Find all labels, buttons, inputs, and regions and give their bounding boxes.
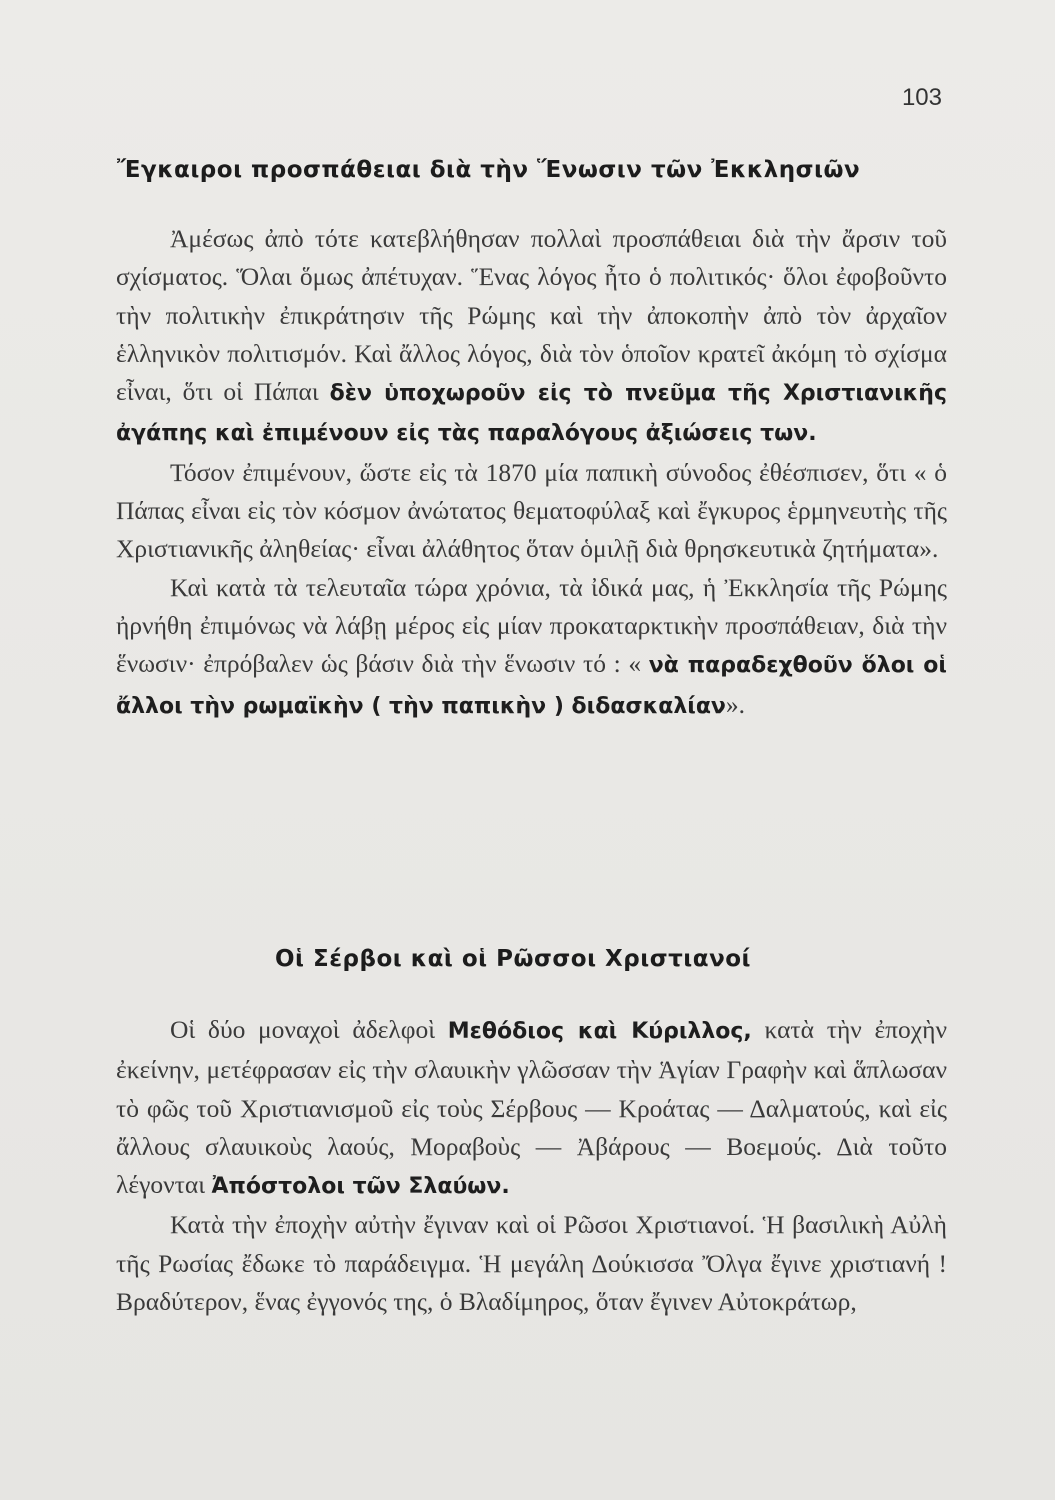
paragraph-text: Καὶ κατὰ τὰ τελευταῖα τώρα χρόνια, τὰ ἰδικά μας, ἡ Ἐκκλησία τῆς Ρώμης ἠρνήθη ἐπιμόνως νὰ λάβῃ μέρος εἰς μίαν προκαταρκτικὴν προσπάθειαν, διὰ τὴν ἕνωσιν· ἐπρόβαλεν ὡς βάσιν διὰ τὴν ἕνωσιν τό : « bbox=[116, 572, 947, 679]
paragraph bbox=[116, 569, 947, 726]
paragraph-text: Οἱ δύο μοναχοὶ ἀδελφοὶ bbox=[170, 1015, 448, 1044]
section-heading-church-union: Ἔγκαιροι προσπάθειαι διὰ τὴν Ἕνωσιν τῶν Ἐκκλησιῶν bbox=[117, 157, 861, 183]
emphasized-text: Μεθόδιος καὶ Κύριλλος, bbox=[447, 1019, 752, 1044]
paragraph: Κατὰ τὴν ἐποχὴν αὐτὴν ἔγιναν καὶ οἱ Ρῶσοι Χριστιανοί. Ἡ βασιλικὴ Αὐλὴ τῆς Ρωσίας ἔδωκε τὸ παράδειγμα. Ἡ μεγάλη Δούκισσα Ὄλγα ἔγινε χριστιανή ! Βραδύτερον, ἕνας ἐγγονός της, ὁ Βλαδίμηρος, ὅταν ἔγινεν Αὐτοκράτωρ, bbox=[116, 1210, 947, 1317]
paragraph bbox=[116, 1011, 947, 1206]
emphasized-text: Ἀπόστολοι τῶν Σλαύων. bbox=[211, 1174, 510, 1200]
paragraph-text: ». bbox=[725, 689, 746, 719]
section-body-serbs-russians bbox=[116, 1011, 947, 1321]
paragraph: Τόσον ἐπιμένουν, ὥστε εἰς τὰ 1870 μία παπικὴ σύνοδος ἐθέσπισεν, ὅτι « ὁ Πάπας εἶναι εἰς τὸν κόσμον ἀνώτατος θεματοφύλαξ καὶ ἔγκυρος ἑρμηνευτὴς τῆς Χριστιανικῆς ἀληθείας· εἶναι ἀλάθητος ὅταν ὁμιλῇ διὰ θρησκευτικὰ ζητήματα». bbox=[116, 457, 947, 564]
emphasized-text: νὰ παραδεχθοῦν ὅλοι οἱ ἄλλοι τὴν ρωμαϊκὴν ( τὴν παπικὴν ) διδασκαλίαν bbox=[116, 653, 947, 719]
paragraph-text: Ἀμέσως ἀπὸ τότε κατεβλήθησαν πολλαὶ προσπάθειαι διὰ τὴν ἄρσιν τοῦ σχίσματος. Ὅλαι ὅμως ἀπέτυχαν. Ἕνας λόγος ἦτο ὁ πολιτικός· ὅλοι ἐφοβοῦντο τὴν πολιτικὴν ἐπικράτησιν τῆς Ρώμης καὶ τὴν ἀποκοπὴν ἀπὸ τὸν ἀρχαῖον ἑλληνικὸν πολιτισμόν. Καὶ ἄλλος λόγος, διὰ τὸν ὁποῖον κρατεῖ ἀκόμη τὸ σχίσμα εἶναι, ὅτι οἱ Πάπαι bbox=[116, 224, 947, 407]
page-number: 103 bbox=[901, 84, 942, 111]
emphasized-text: δὲν ὑποχωροῦν εἰς τὸ πνεῦμα τῆς Χριστιανικῆς ἀγάπης καὶ ἐπιμένουν εἰς τὰς παραλόγους ἀξιώσεις των. bbox=[116, 381, 947, 447]
paragraph-text: κατὰ τὴν ἐποχὴν ἐκείνην, μετέφρασαν εἰς τὴν σλαυικὴν γλῶσσαν τὴν Ἁγίαν Γραφὴν καὶ ἅπλωσαν τὸ φῶς τοῦ Χριστιανισμοῦ εἰς τοὺς Σέρβους — Κροάτας — Δαλματούς, καὶ εἰς ἄλλους σλαυικοὺς λαούς, Μοραβοὺς — Ἀβάρους — Βοεμούς. Διὰ τοῦτο λέγονται bbox=[116, 1015, 947, 1200]
section-heading-serbs-russians: Οἱ Σέρβοι καὶ οἱ Ρῶσσοι Χριστιανοί bbox=[275, 946, 752, 972]
paragraph bbox=[116, 220, 947, 454]
section-body-church-union bbox=[116, 220, 947, 726]
